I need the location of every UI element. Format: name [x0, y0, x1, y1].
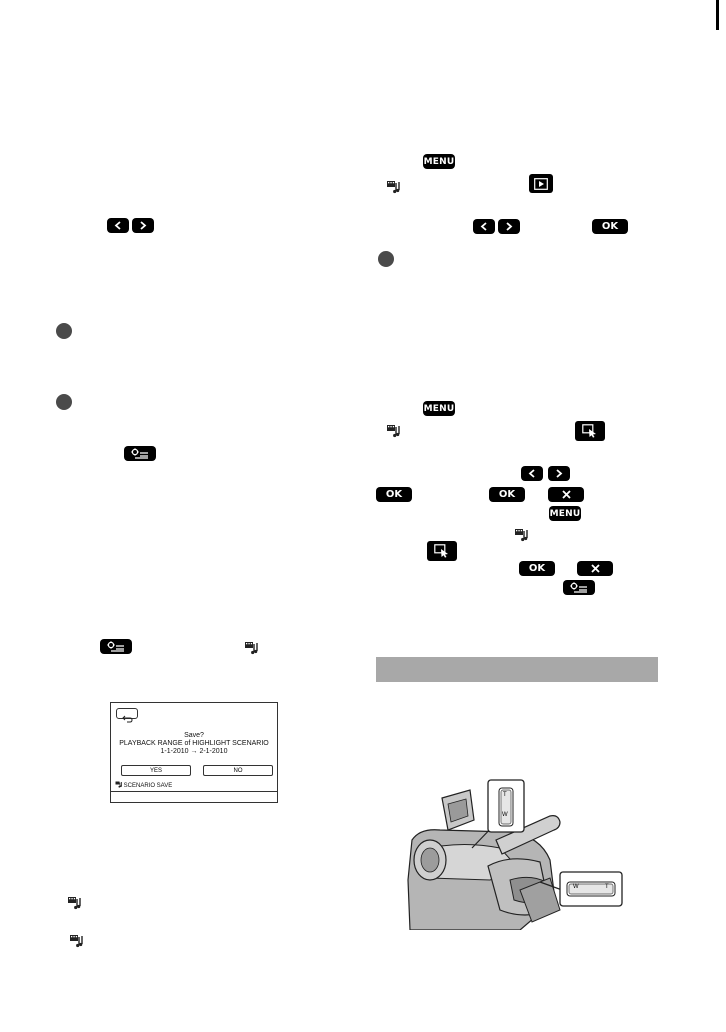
scenario-film-icon — [514, 528, 528, 542]
zoom-top-w-label: W — [502, 812, 508, 818]
menu-button[interactable]: MENU — [549, 506, 581, 521]
select-touch-icon — [434, 544, 450, 558]
menu-button[interactable]: MENU — [423, 154, 455, 169]
play-icon — [534, 178, 548, 190]
option-icon — [131, 448, 149, 459]
step-bullet — [378, 251, 394, 267]
dialog-footer-label: SCENARIO SAVE — [123, 783, 173, 789]
option-button[interactable] — [124, 446, 156, 461]
page-edge-marker — [716, 0, 719, 30]
ok-button[interactable]: OK — [592, 219, 628, 234]
select-button[interactable] — [427, 541, 457, 561]
menu-button[interactable]: MENU — [423, 401, 455, 416]
next-button[interactable] — [498, 219, 520, 234]
scenario-film-icon — [386, 180, 400, 194]
scenario-film-icon — [115, 781, 122, 791]
ok-button[interactable]: OK — [489, 487, 525, 502]
zoom-side-t-label: T — [605, 884, 609, 890]
return-icon — [122, 710, 133, 728]
close-icon — [562, 490, 571, 499]
ok-button[interactable]: OK — [519, 561, 555, 576]
option-icon — [570, 582, 588, 593]
option-icon — [107, 641, 125, 652]
close-icon — [591, 564, 600, 573]
chevron-right-icon — [139, 221, 147, 230]
section-heading-bar — [376, 657, 658, 682]
select-touch-icon — [582, 424, 598, 438]
option-button[interactable] — [563, 580, 595, 595]
close-button[interactable] — [548, 487, 584, 502]
step-bullet — [56, 323, 72, 339]
ok-button[interactable]: OK — [376, 487, 412, 502]
dialog-footer — [115, 781, 172, 791]
chevron-left-icon — [480, 222, 488, 231]
playback-button[interactable] — [529, 174, 553, 193]
chevron-right-icon — [505, 222, 513, 231]
step-bullet — [56, 394, 72, 410]
dialog-question: Save? — [184, 732, 204, 739]
previous-button[interactable] — [473, 219, 495, 234]
dialog-divider — [111, 791, 277, 792]
back-button[interactable] — [116, 708, 138, 719]
chevron-right-icon — [555, 469, 563, 478]
select-button[interactable] — [575, 421, 605, 441]
no-button[interactable]: NO — [203, 765, 273, 776]
yes-button[interactable]: YES — [121, 765, 191, 776]
next-button[interactable] — [132, 218, 154, 233]
next-button[interactable] — [548, 466, 570, 481]
close-button[interactable] — [577, 561, 613, 576]
chevron-left-icon — [114, 221, 122, 230]
scenario-film-icon — [244, 641, 258, 655]
dialog-line-1: PLAYBACK RANGE of HIGHLIGHT SCENARIO — [119, 740, 269, 747]
scenario-film-icon — [69, 934, 83, 948]
chevron-left-icon — [528, 469, 536, 478]
zoom-top-t-label: T — [503, 792, 507, 798]
scenario-film-icon — [386, 424, 400, 438]
previous-button[interactable] — [107, 218, 129, 233]
camcorder-illustration — [400, 770, 636, 930]
zoom-side-w-label: W — [573, 884, 579, 890]
previous-button[interactable] — [521, 466, 543, 481]
dialog-line-2: 1-1-2010 → 2-1-2010 — [160, 748, 228, 755]
option-button[interactable] — [100, 639, 132, 654]
scenario-film-icon — [67, 896, 81, 910]
save-scenario-dialog — [110, 702, 278, 803]
